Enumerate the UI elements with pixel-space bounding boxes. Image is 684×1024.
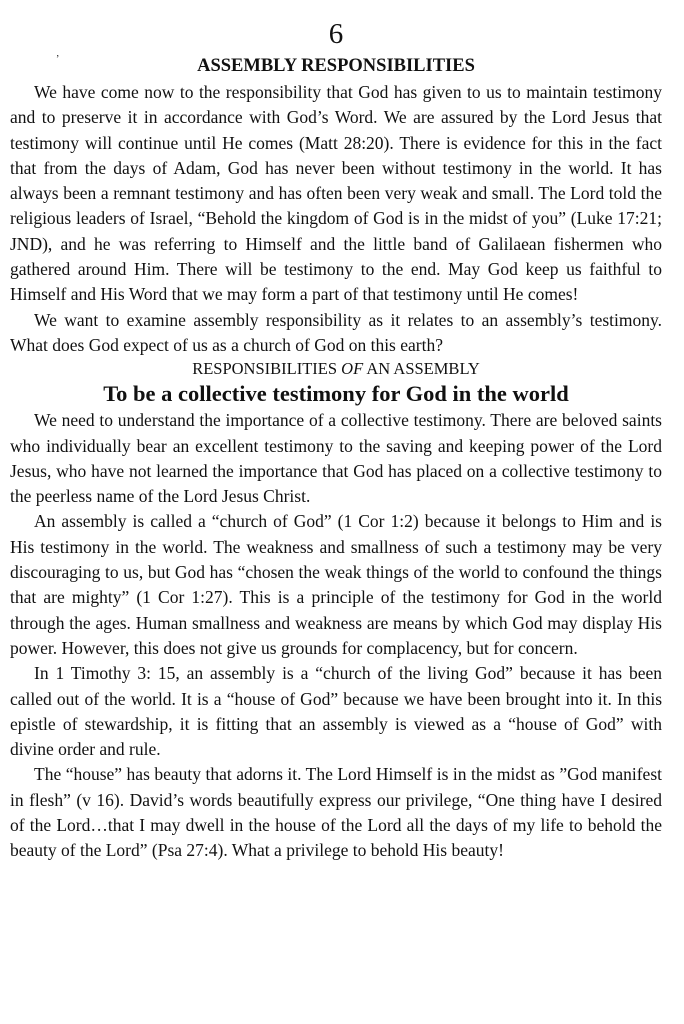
paragraph-church-of-god: An assembly is called a “church of God” (1 Cor 1:2) because it belongs to Him and is His testimony in the world. The weakness and smallness of such a testimony may be very discouraging to us, but God has “chosen the weak things of the world to confound the things that are mighty” (1 Cor 1:27). This is a principle of the testimony for God in the world through the ages. Human smallness and weakness are means by which God may display His power. However, this does not give us grounds for complacency, but for concern.	[10, 511, 662, 658]
paragraph-collective: We need to understand the importance of a collective testimony. There are beloved saints who individually bear an excellent testimony to the saving and keeping power of the Lord Jesus, who have not learned the importance that God has placed on a collective testimony to the peerless name of the Lord Jesus Christ.	[10, 410, 662, 507]
chapter-title: ASSEMBLY RESPONSIBILITIES	[197, 56, 475, 76]
paragraph-house: The “house” has beauty that adorns it. The Lord Himself is in the midst as ”God manifest in flesh” (v 16). David’s words beautifully express our privilege, “One thing have I desired of the Lord…that I may dwell in the house of the Lord all the days of my life to behold the beauty of the Lord” (Psa 27:4). What a privilege to behold His beauty!	[10, 764, 662, 861]
chapter-number: 6	[328, 18, 344, 50]
paragraph-intro: We have come now to the responsibility that God has given to us to maintain testimony and to preserve it in accordance with God’s Word. We are assured by the Lord Jesus that testimony will continue until He comes (Matt 28:20). There is evidence for this in the fact that from the days of Adam, God has never been without testimony in the world. It has always been a remnant testimony and has often been very weak and small. The Lord told the religious leaders of Israel, “Behold the kingdom of God is in the midst of you” (Luke 17:21; JND), and he was referring to Himself and the little band of Galilaean fishermen who gathered around Him. There will be testimony to the end. May God keep us faithful to Himself and His Word that we may form a part of that testimony until He comes!	[10, 82, 662, 305]
section-heading	[10, 358, 662, 380]
section-heading-part-2: AN ASSEMBLY	[363, 359, 480, 379]
subsection-heading: To be a collective testimony for God in the world	[103, 381, 569, 407]
paragraph-examine: We want to examine assembly responsibility as it relates to an assembly’s testimony. What does God expect of us as a church of God on this earth?	[10, 309, 662, 355]
section-heading-italic: OF	[341, 359, 364, 379]
stray-print-mark: ’	[56, 54, 60, 65]
paragraph-timothy: In 1 Timothy 3: 15, an assembly is a “church of the living God” because it has been called out of the world. It is a “house of God” because we have been brought into it. In this epistle of stewardship, it is fitting that an assembly is viewed as a “house of God” with divine order and rule.	[10, 663, 662, 760]
section-heading-part-1: RESPONSIBILITIES	[192, 359, 342, 379]
